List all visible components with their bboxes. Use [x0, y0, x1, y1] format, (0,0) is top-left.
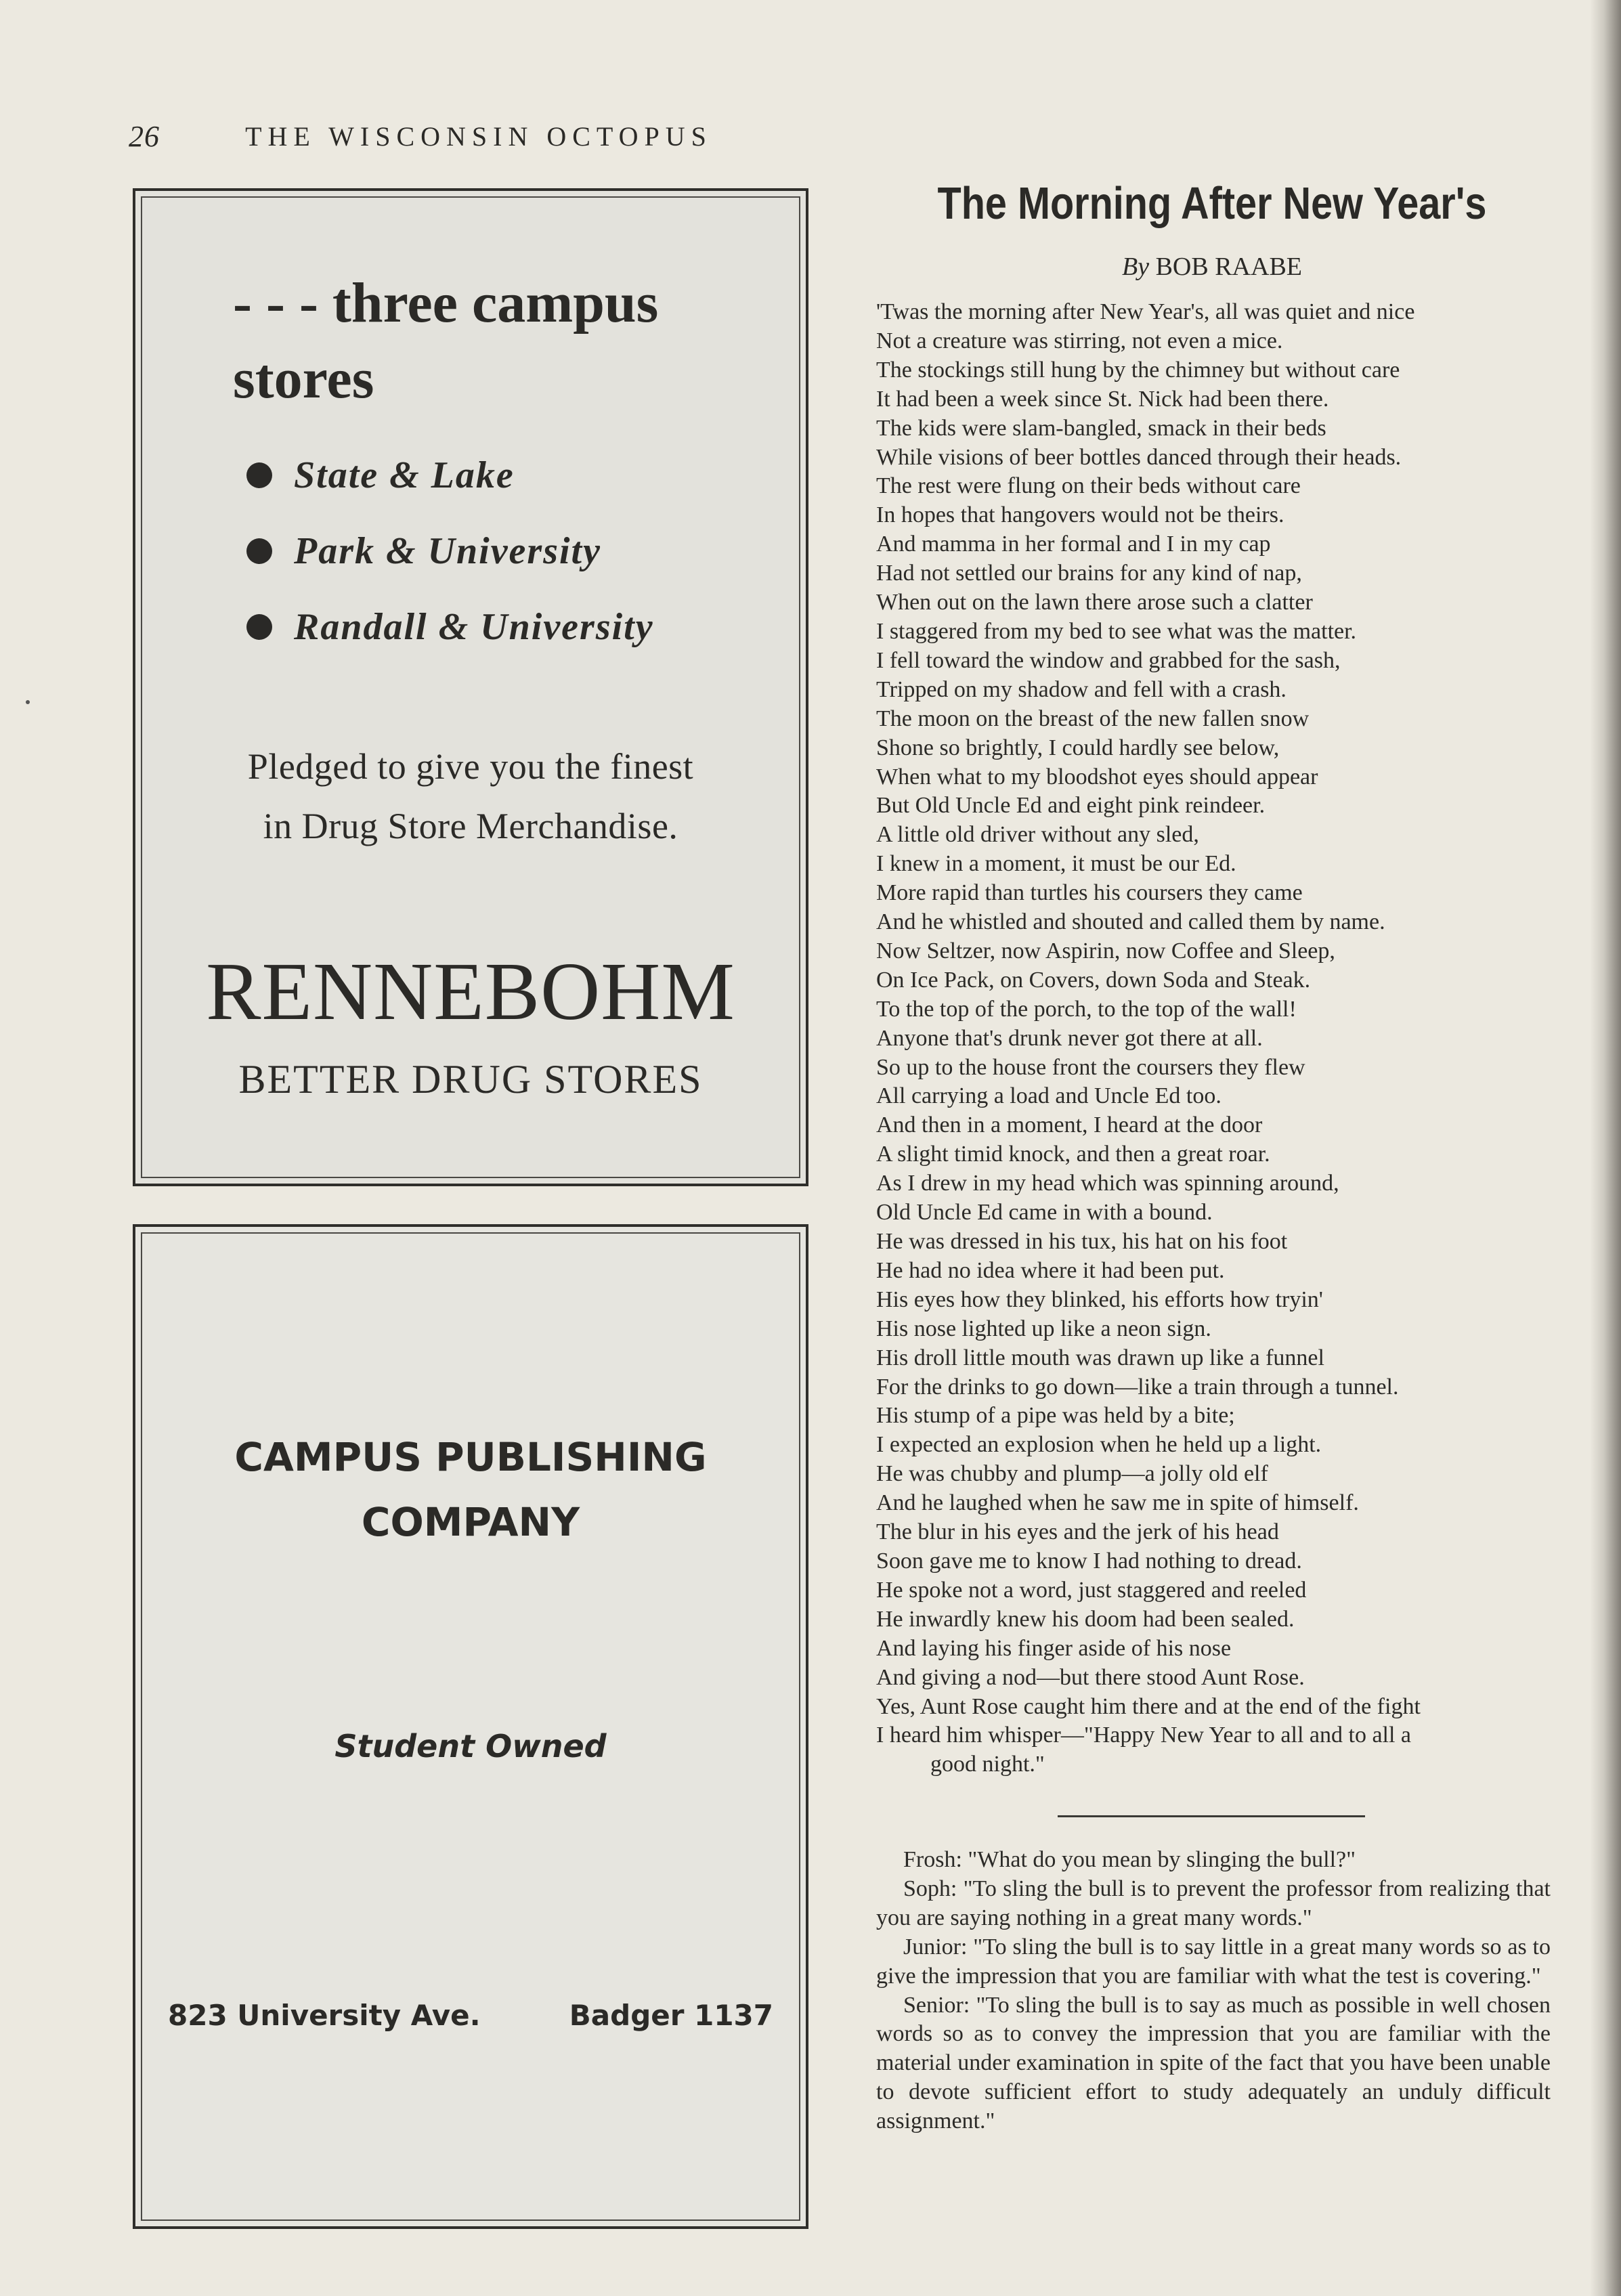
poem-line: I knew in a moment, it must be our Ed. — [876, 851, 1236, 877]
poem-line: I expected an explosion when he held up a light. — [876, 1432, 1322, 1458]
page-number: 26 — [129, 120, 160, 153]
bullet-icon — [246, 538, 272, 564]
poem-line: Old Uncle Ed came in with a bound. — [876, 1200, 1213, 1226]
joke-paragraph: Senior: "To sling the bull is to say as much as possible in well chosen words so as to convey the impression that you are familiar with the material under examination in spite of the fact that you have been unable to devote sufficient effort to study adequately an unduly difficult assignment." — [876, 1992, 1551, 2134]
poem-line: He had no idea where it had been put. — [876, 1257, 1225, 1283]
brand-name: RENNEBOHM — [206, 946, 735, 1037]
bullet-icon — [246, 614, 272, 640]
poem-line: To the top of the porch, to the top of the wall! — [876, 996, 1297, 1022]
poem-line: The stockings still hung by the chimney but without care — [876, 357, 1400, 383]
poem-line: When out on the lawn there arose such a clatter — [876, 590, 1313, 615]
poem-line: He was dressed in his tux, his hat on his foot — [876, 1229, 1288, 1254]
ad-headline: - - - three campus stores — [233, 272, 659, 410]
poem-line: Yes, Aunt Rose caught him there and at the end of the fight — [876, 1693, 1421, 1719]
poem-line: good night." — [930, 1752, 1045, 1777]
poem-line: And mamma in her formal and I in my cap — [876, 532, 1271, 557]
store-item — [246, 589, 654, 665]
poem-line: 'Twas the morning after New Year's, all was quiet and nice — [876, 299, 1415, 324]
poem-line: Shone so brightly, I could hardly see below, — [876, 735, 1280, 760]
poem-line: He spoke not a word, just staggered and reeled — [876, 1577, 1307, 1603]
byline-name: BOB RAABE — [1155, 253, 1302, 281]
poem-line: On Ice Pack, on Covers, down Soda and Steak. — [876, 967, 1311, 993]
poem-line: The blur in his eyes and the jerk of his head — [876, 1519, 1279, 1545]
company-name-line: CAMPUS PUBLISHING — [234, 1434, 707, 1480]
company-address: 823 University Ave. — [168, 1999, 481, 2032]
poem-line: When what to my bloodshot eyes should appear — [876, 764, 1318, 789]
poem-line: Now Seltzer, now Aspirin, now Coffee and Sleep, — [876, 938, 1335, 963]
rennebohm-ad — [133, 188, 808, 1186]
poem-line: His nose lighted up like a neon sign. — [876, 1316, 1211, 1341]
poem-line: The rest were flung on their beds without care — [876, 473, 1301, 499]
poem-line: And then in a moment, I heard at the door — [876, 1112, 1263, 1138]
poem-line: Anyone that's drunk never got there at all. — [876, 1025, 1263, 1051]
poem-line: As I drew in my head which was spinning around, — [876, 1171, 1339, 1196]
joke-paragraph: Frosh: "What do you mean by slinging the bull?" — [903, 1847, 1356, 1872]
poem-line: Not a creature was stirring, not even a mice. — [876, 328, 1283, 353]
poem-line: More rapid than turtles his coursers they came — [876, 880, 1303, 906]
poem-line: The kids were slam-bangled, smack in their beds — [876, 415, 1326, 441]
company-name-line: COMPANY — [361, 1499, 580, 1545]
store-name: Park & University — [294, 530, 601, 572]
running-head: THE WISCONSIN OCTOPUS — [245, 121, 712, 152]
brand-tagline: BETTER DRUG STORES — [238, 1057, 703, 1102]
poem-line: He was chubby and plump—a jolly old elf — [876, 1461, 1268, 1487]
poem — [876, 298, 1553, 1779]
bullet-icon — [246, 462, 272, 488]
ad-pledge — [135, 737, 806, 856]
poem-line: Tripped on my shadow and fell with a crash. — [876, 676, 1287, 702]
poem-line: And he whistled and shouted and called them by name. — [876, 909, 1385, 935]
store-item — [246, 437, 654, 513]
poem-line: While visions of beer bottles danced through their heads. — [876, 444, 1402, 470]
poem-line: A little old driver without any sled, — [876, 822, 1199, 848]
poem-line: And he laughed when he saw me in spite of himself. — [876, 1490, 1359, 1516]
company-phone: Badger 1137 — [569, 1999, 773, 2032]
poem-line: It had been a week since St. Nick had been there. — [876, 386, 1329, 412]
pledge-line: in Drug Store Merchandise. — [263, 806, 678, 846]
page-edge-shadow — [1590, 0, 1621, 2296]
poem-line: A slight timid knock, and then a great roar. — [876, 1142, 1270, 1167]
poem-line: His stump of a pipe was held by a bite; — [876, 1403, 1235, 1429]
poem-line: Had not settled our brains for any kind of nap, — [876, 561, 1302, 586]
byline-prefix: By — [1122, 253, 1150, 281]
store-name: State & Lake — [294, 454, 515, 496]
joke-paragraph: Soph: "To sling the bull is to prevent the professor from realizing that you are saying nothing in a great many words." — [876, 1876, 1551, 1930]
joke-column — [876, 1846, 1551, 2136]
poem-line: All carrying a load and Uncle Ed too. — [876, 1083, 1222, 1109]
campus-publishing-ad — [133, 1224, 808, 2229]
poem-line: His droll little mouth was drawn up like a funnel — [876, 1345, 1324, 1370]
poem-line: And giving a nod—but there stood Aunt Rose. — [876, 1664, 1305, 1690]
poem-line: So up to the house front the coursers they flew — [876, 1054, 1305, 1080]
article-title: The Morning After New Year's — [937, 178, 1487, 229]
poem-line: But Old Uncle Ed and eight pink reindeer. — [876, 793, 1266, 819]
store-item — [246, 513, 654, 589]
poem-line: Soon gave me to know I had nothing to dread. — [876, 1548, 1302, 1574]
section-divider — [1058, 1815, 1365, 1817]
poem-line: I heard him whisper—"Happy New Year to all and to all a — [876, 1723, 1412, 1748]
poem-line: I staggered from my bed to see what was the matter. — [876, 618, 1357, 644]
store-list — [246, 437, 654, 665]
poem-line: He inwardly knew his doom had been sealed. — [876, 1606, 1295, 1632]
joke-paragraph: Junior: "To sling the bull is to say little in a great many words so as to give the impression that you are familiar with what the test is covering." — [876, 1934, 1551, 1989]
poem-line: I fell toward the window and grabbed for the sash, — [876, 647, 1341, 673]
company-subtitle: Student Owned — [334, 1728, 607, 1764]
poem-line: And laying his finger aside of his nose — [876, 1635, 1232, 1661]
ink-speck — [26, 700, 30, 704]
pledge-line: Pledged to give you the finest — [247, 746, 694, 787]
poem-line: For the drinks to go down—like a train through a tunnel. — [876, 1374, 1399, 1400]
poem-line: In hopes that hangovers would not be theirs. — [876, 502, 1284, 528]
store-name: Randall & University — [294, 606, 654, 648]
poem-line: The moon on the breast of the new fallen snow — [876, 706, 1310, 731]
poem-line: His eyes how they blinked, his efforts how tryin' — [876, 1286, 1323, 1312]
company-name — [135, 1425, 806, 1555]
article-byline — [873, 252, 1551, 282]
